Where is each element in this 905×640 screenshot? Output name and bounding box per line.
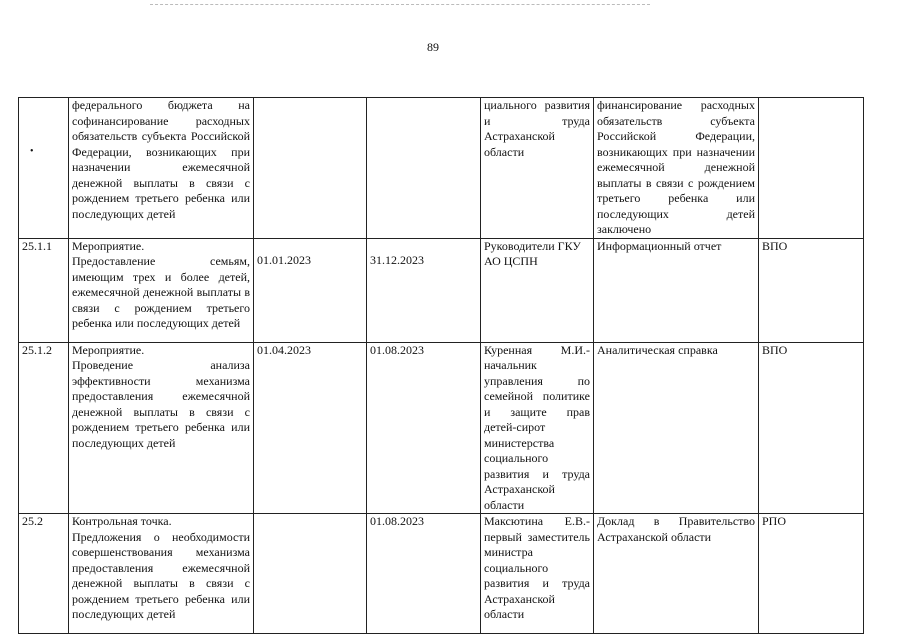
event-text: Проведение анализа эффективности механизма предоставления ежемесячной денежной выплаты в связи с рождением третьего ребенка или последующих детей	[72, 358, 250, 450]
cell-num: 25.1.1	[19, 238, 69, 342]
cell-start-date	[254, 514, 367, 634]
cell-num: 25.2	[19, 514, 69, 634]
cell-end-date: 01.08.2023	[367, 342, 481, 514]
cell-result: Информационный отчет	[594, 238, 759, 342]
cell-end-date: 31.12.2023	[367, 238, 481, 342]
cell-end-date: 01.08.2023	[367, 514, 481, 634]
event-title: Мероприятие.	[72, 342, 145, 357]
cell-responsible: Руководители ГКУ АО ЦСПН	[481, 238, 594, 342]
cell-code: ВПО	[759, 342, 864, 514]
cell-start-date: 01.01.2023	[254, 238, 367, 342]
cell-start-date: 01.04.2023	[254, 342, 367, 514]
cell-num	[19, 98, 69, 239]
event-title: Мероприятие.	[72, 238, 145, 253]
cell-event	[69, 514, 254, 634]
scan-mark: •	[30, 146, 34, 157]
cell-num: 25.1.2	[19, 342, 69, 514]
cell-result: Аналитическая справка	[594, 342, 759, 514]
cell-code: ВПО	[759, 238, 864, 342]
table-row	[19, 98, 864, 239]
cell-end-date	[367, 98, 481, 239]
cell-event: федерального бюджета на софинансирование расходных обязательств субъекта Российской Федерации, возникающих при назначении ежемесячной денежной выплаты в связи с рождением третьего ребенка или последующих детей	[69, 98, 254, 239]
event-text: Предоставление семьям, имеющим трех и более детей, ежемесячной денежной выплаты в связи с рождением третьего ребенка или последующих детей	[72, 254, 250, 330]
page-number: 89	[427, 40, 439, 54]
cell-responsible: циального развития и труда Астраханской области	[481, 98, 594, 239]
table-row	[19, 342, 864, 514]
scan-edge-line	[150, 4, 650, 5]
cell-responsible: Куренная М.И.- начальник управления по семейной политике и защите прав детей-сирот министерства социального развития и труда Астраханской области	[481, 342, 594, 514]
event-text: Предложения о необходимости совершенствования механизма предоставления ежемесячной денежной выплаты в связи с рождением третьего ребенка или последующих детей	[72, 529, 250, 621]
cell-result: финансирование расходных обязательств субъекта Российской Федерации, возникающих при назначении ежемесячной денежной выплаты в связи с рождением третьего ребенка или последующих детей заключено	[594, 98, 759, 239]
cell-code	[759, 98, 864, 239]
cell-code: РПО	[759, 514, 864, 634]
cell-event	[69, 342, 254, 514]
cell-result: Доклад в Правительство Астраханской области	[594, 514, 759, 634]
table-row	[19, 514, 864, 634]
cell-start-date	[254, 98, 367, 239]
table-row	[19, 238, 864, 342]
cell-responsible: Максютина Е.В.- первый заместитель министра социального развития и труда Астраханской области	[481, 514, 594, 634]
event-title: Контрольная точка.	[72, 514, 172, 528]
cell-event	[69, 238, 254, 342]
plan-table	[18, 97, 864, 634]
